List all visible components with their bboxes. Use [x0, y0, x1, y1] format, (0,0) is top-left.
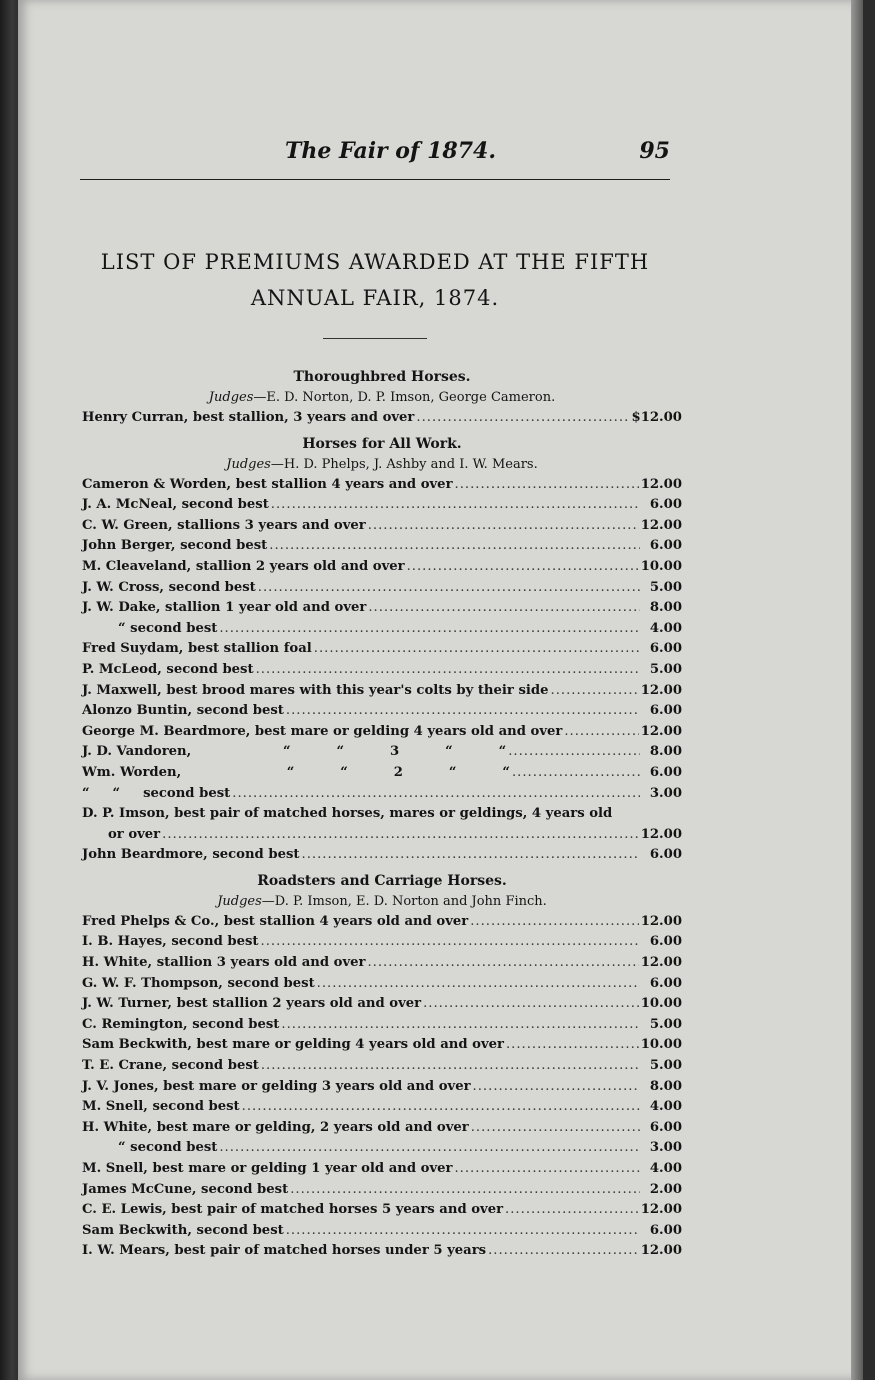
entry-amount: 10.00	[640, 558, 682, 574]
entry-amount: 6.00	[649, 497, 682, 513]
premium-entry	[82, 845, 682, 866]
leader-dots	[416, 408, 629, 429]
leader-dots	[471, 1118, 640, 1139]
entry-text: G. W. F. Thompson, second best	[82, 975, 315, 991]
entry-amount: 3.00	[649, 785, 682, 801]
leader-dots	[219, 619, 640, 640]
leader-dots	[367, 953, 638, 974]
leader-dots	[219, 1138, 640, 1159]
leader-dots	[286, 1221, 640, 1242]
premium-entry	[82, 557, 682, 578]
premium-entry	[82, 1015, 682, 1036]
premium-entry	[82, 1077, 682, 1098]
entry-text: J. V. Jones, best mare or gelding 3 years old and over	[82, 1078, 471, 1094]
leader-dots	[551, 681, 639, 702]
entry-amount: 8.00	[649, 600, 682, 616]
premium-entry	[82, 994, 682, 1015]
entry-amount: 8.00	[649, 1078, 682, 1094]
entry-text: Fred Phelps & Co., best stallion 4 years old and over	[82, 913, 469, 929]
entry-text: Fred Suydam, best stallion foal	[82, 641, 312, 657]
entry-text: J. D. Vandoren, “ “ 3 “ “	[82, 744, 507, 760]
entry-text: “ second best	[118, 1140, 218, 1156]
section-heading: Horses for All Work.	[302, 435, 462, 452]
entry-text: Sam Beckwith, best mare or gelding 4 years old and over	[82, 1037, 504, 1053]
entry-amount: 10.00	[640, 996, 682, 1012]
entry-amount: 6.00	[649, 703, 682, 719]
leader-dots	[256, 660, 640, 681]
entry-amount: 6.00	[649, 1222, 682, 1238]
entry-text: M. Snell, second best	[82, 1099, 240, 1115]
entry-text: M. Cleaveland, stallion 2 years old and over	[82, 558, 405, 574]
page-title	[60, 244, 690, 316]
entry-text: H. White, stallion 3 years old and over	[82, 955, 366, 971]
entry-text: J. W. Turner, best stallion 2 years old and over	[82, 996, 422, 1012]
leader-dots	[470, 912, 638, 933]
entry-amount: 12.00	[640, 682, 682, 698]
entry-text: Alonzo Buntin, second best	[82, 703, 284, 719]
premium-entry	[82, 784, 682, 805]
leader-dots	[488, 1241, 639, 1262]
premium-entry	[82, 1118, 682, 1139]
premium-entry	[82, 1241, 682, 1262]
leader-dots	[317, 974, 640, 995]
entry-amount: 6.00	[649, 934, 682, 950]
premium-entry	[82, 639, 682, 660]
entry-text: C. E. Lewis, best pair of matched horses 5 years and over	[82, 1202, 504, 1218]
entry-amount: 12.00	[640, 1243, 682, 1259]
entry-amount: 12.00	[640, 1202, 682, 1218]
premium-entry	[82, 974, 682, 995]
entry-text: C. W. Green, stallions 3 years and over	[82, 517, 366, 533]
leader-dots	[473, 1077, 640, 1098]
entry-amount: 3.00	[649, 1140, 682, 1156]
entry-text: J. W. Cross, second best	[82, 579, 256, 595]
leader-dots	[454, 1159, 640, 1180]
leader-dots	[261, 1056, 640, 1077]
entry-text: T. E. Crane, second best	[82, 1058, 259, 1074]
leader-dots	[505, 1200, 639, 1221]
entry-text: P. McLeod, second best	[82, 661, 254, 677]
page-title-line-2: ANNUAL FAIR, 1874.	[250, 286, 500, 310]
premium-entry	[82, 536, 682, 557]
entry-amount: 8.00	[649, 744, 682, 760]
premium-entry	[82, 598, 682, 619]
running-head	[80, 138, 670, 170]
entry-text: I. W. Mears, best pair of matched horses under 5 years	[82, 1243, 487, 1259]
premium-entry	[82, 1159, 682, 1180]
judges-label: Judges	[217, 893, 262, 909]
premium-entry	[82, 1097, 682, 1118]
entry-text: J. W. Dake, stallion 1 year old and over	[82, 600, 367, 616]
leader-dots	[269, 536, 640, 557]
premium-entry	[82, 932, 682, 953]
entry-amount: 5.00	[649, 1058, 682, 1074]
entry-text: Henry Curran, best stallion, 3 years and over	[82, 410, 415, 425]
leader-dots	[564, 722, 638, 743]
entry-amount: 4.00	[649, 1099, 682, 1115]
premium-entry	[82, 763, 682, 784]
entry-amount: 12.00	[640, 913, 682, 929]
leader-dots	[512, 763, 640, 784]
entry-amount: 12.00	[640, 826, 682, 842]
leader-dots	[314, 639, 640, 660]
premium-entry	[82, 1138, 682, 1159]
leader-dots	[506, 1035, 639, 1056]
leader-dots	[508, 742, 640, 763]
entry-amount: 6.00	[649, 538, 682, 554]
premium-entry	[82, 825, 682, 846]
entry-amount: 12.00	[640, 517, 682, 533]
leader-dots	[423, 994, 639, 1015]
page-edge	[851, 0, 863, 1380]
section-heading: Roadsters and Carriage Horses.	[257, 872, 507, 889]
judges-line	[82, 455, 682, 475]
entry-amount: 10.00	[640, 1037, 682, 1053]
leader-dots	[368, 598, 640, 619]
judges-label: Judges	[226, 456, 271, 472]
premium-entry	[82, 742, 682, 763]
entry-amount: 5.00	[649, 1016, 682, 1032]
leader-dots	[290, 1180, 640, 1201]
leader-dots	[281, 1015, 640, 1036]
entry-text: J. A. McNeal, second best	[82, 497, 269, 513]
entry-amount: 4.00	[649, 1161, 682, 1176]
leader-dots	[286, 701, 640, 722]
premium-entry	[82, 1200, 682, 1221]
leader-dots	[258, 578, 640, 599]
entry-amount: 6.00	[649, 1119, 682, 1135]
entry-amount: 12.00	[640, 955, 682, 971]
judges-label: Judges	[208, 390, 254, 405]
premium-entry	[82, 804, 682, 825]
leader-dots	[232, 784, 640, 805]
entry-amount: 4.00	[649, 620, 682, 636]
premium-entry	[82, 619, 682, 640]
entry-text: Sam Beckwith, second best	[82, 1222, 284, 1238]
premium-entry	[82, 578, 682, 599]
entry-text: Wm. Worden, “ “ 2 “ “	[82, 764, 510, 780]
entry-text: “ “ second best	[82, 785, 231, 801]
entry-amount: 6.00	[649, 764, 682, 780]
entry-text: John Berger, second best	[82, 538, 268, 554]
book-binding-shadow	[0, 0, 20, 1380]
leader-dots	[455, 475, 639, 496]
entry-text: James McCune, second best	[82, 1181, 289, 1197]
premium-entry	[82, 516, 682, 537]
running-head-title: The Fair of 1874.	[285, 138, 496, 164]
premium-entry	[82, 1035, 682, 1056]
judges-names: —H. D. Phelps, J. Ashby and I. W. Mears.	[270, 456, 538, 472]
premium-entry	[82, 701, 682, 722]
entry-text: H. White, best mare or gelding, 2 years old and over	[82, 1119, 469, 1135]
premium-entry	[82, 1056, 682, 1077]
entry-amount: 6.00	[649, 641, 682, 657]
entry-text: J. Maxwell, best brood mares with this year's colts by their side	[82, 682, 549, 698]
entry-text: or over	[108, 826, 161, 842]
entry-text: “ second best	[118, 620, 218, 636]
leader-dots	[261, 932, 640, 953]
entry-text: John Beardmore, second best	[82, 847, 300, 863]
entry-text: D. P. Imson, best pair of matched horses, mares or geldings, 4 years old	[82, 806, 613, 822]
header-rule	[80, 179, 670, 180]
title-divider	[323, 338, 427, 339]
premium-entry	[82, 1180, 682, 1201]
entry-amount: 5.00	[649, 579, 682, 595]
premium-entry	[82, 722, 682, 743]
judges-line	[82, 388, 682, 408]
leader-dots	[368, 516, 639, 537]
judges-names: —D. P. Imson, E. D. Norton and John Finch.	[261, 893, 547, 909]
judges-names: —E. D. Norton, D. P. Imson, George Cameron.	[253, 390, 556, 405]
judges-line	[82, 892, 682, 912]
premium-entry	[82, 495, 682, 516]
section-heading: Thoroughbred Horses.	[293, 369, 471, 385]
premium-entry	[82, 660, 682, 681]
entry-text: M. Snell, best mare or gelding 1 year old and over	[82, 1161, 453, 1176]
entry-text: Cameron & Worden, best stallion 4 years and over	[82, 476, 453, 492]
premium-list	[82, 362, 682, 1262]
premium-entry	[82, 912, 682, 933]
premium-entry	[82, 681, 682, 702]
premium-entry	[82, 408, 682, 429]
entry-amount: 5.00	[649, 661, 682, 677]
entry-amount: 12.00	[640, 723, 682, 739]
leader-dots	[302, 845, 641, 866]
page-number: 95	[639, 138, 670, 164]
entry-text: George M. Beardmore, best mare or gelding 4 years old and over	[82, 723, 563, 739]
entry-text: C. Remington, second best	[82, 1016, 280, 1032]
entry-amount: 12.00	[640, 476, 682, 492]
entry-amount: 6.00	[649, 975, 682, 991]
leader-dots	[407, 557, 639, 578]
entry-amount: 6.00	[649, 847, 682, 863]
entry-amount: 2.00	[649, 1181, 682, 1197]
premium-entry	[82, 475, 682, 496]
leader-dots	[242, 1097, 640, 1118]
page-title-line-1: LIST OF PREMIUMS AWARDED AT THE FIFTH	[100, 250, 650, 274]
entry-text: I. B. Hayes, second best	[82, 934, 259, 950]
leader-dots	[271, 495, 640, 516]
premium-entry	[82, 953, 682, 974]
entry-amount: $12.00	[631, 410, 682, 425]
leader-dots	[162, 825, 639, 846]
premium-entry	[82, 1221, 682, 1242]
